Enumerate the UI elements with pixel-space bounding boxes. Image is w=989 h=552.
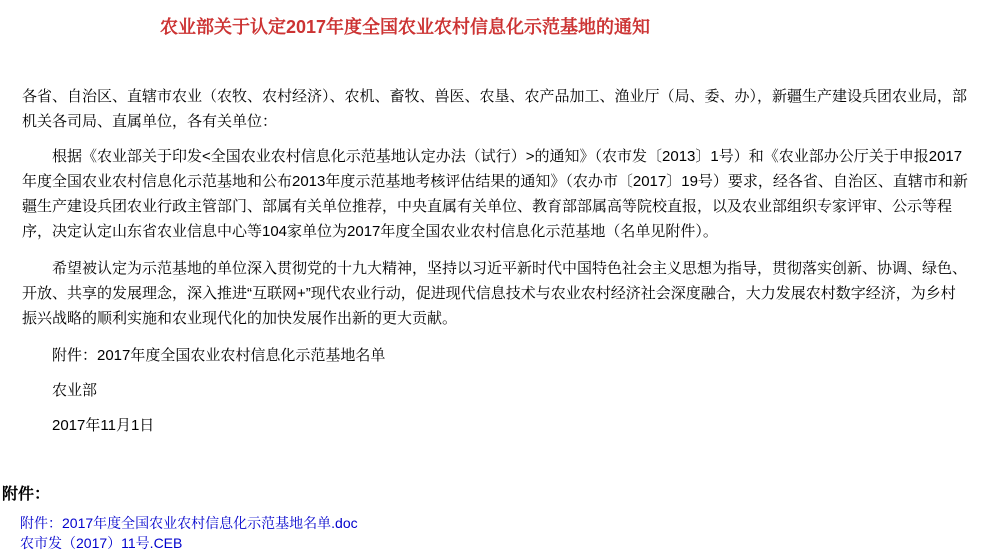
notice-paragraph-basis: 根据《农业部关于印发<全国农业农村信息化示范基地认定办法（试行）>的通知》（农市发〔2013〕1号）和《农业部办公厅关于申报2017年度全国农业农村信息化示范基地和公布2013年度示范基地考核评估结果的通知》（农办市〔2017〕19号）要求，经各省、自治区、直辖市和新疆生产建设兵团农业行政主管部门、部属有关单位推荐，中央直属有关单位、教育部部属高等院校直报，以及农业部组织专家评审、公示等程序，决定认定山东省农业信息中心等104家单位为2017年度全国农业农村信息化示范基地（名单见附件）。 <box>22 148 968 240</box>
notice-paragraph-expectation: 希望被认定为示范基地的单位深入贯彻党的十九大精神，坚持以习近平新时代中国特色社会主义思想为指导，贯彻落实创新、协调、绿色、开放、共享的发展理念，深入推进“互联网+”现代农业行动，促进现代信息技术与农业农村经济社会深度融合，大力发展农村数字经济，为乡村振兴战略的顺利实施和农业现代化的加快发展作出新的更大贡献。 <box>22 260 968 327</box>
notice-document <box>0 16 989 438</box>
attachments-heading: 附件： <box>2 486 51 503</box>
issuer: 农业部 <box>52 382 98 399</box>
attachment-link-doc[interactable]: 附件：2017年度全国农业农村信息化示范基地名单.doc <box>20 515 358 531</box>
attachment-note: 附件：2017年度全国农业农村信息化示范基地名单 <box>52 347 386 364</box>
attachment-link-ceb[interactable]: 农市发（2017）11号.CEB <box>20 535 183 551</box>
salutation: 各省、自治区、直辖市农业（农牧、农村经济）、农机、畜牧、兽医、农垦、农产品加工、渔业厅（局、委、办），新疆生产建设兵团农业局，部机关各司局、直属单位，各有关单位： <box>22 88 968 130</box>
issue-date: 2017年11月1日 <box>52 417 155 434</box>
notice-title: 农业部关于认定2017年度全国农业农村信息化示范基地的通知 <box>159 17 651 37</box>
attachment-links <box>2 513 989 552</box>
attachments-section <box>0 486 989 552</box>
